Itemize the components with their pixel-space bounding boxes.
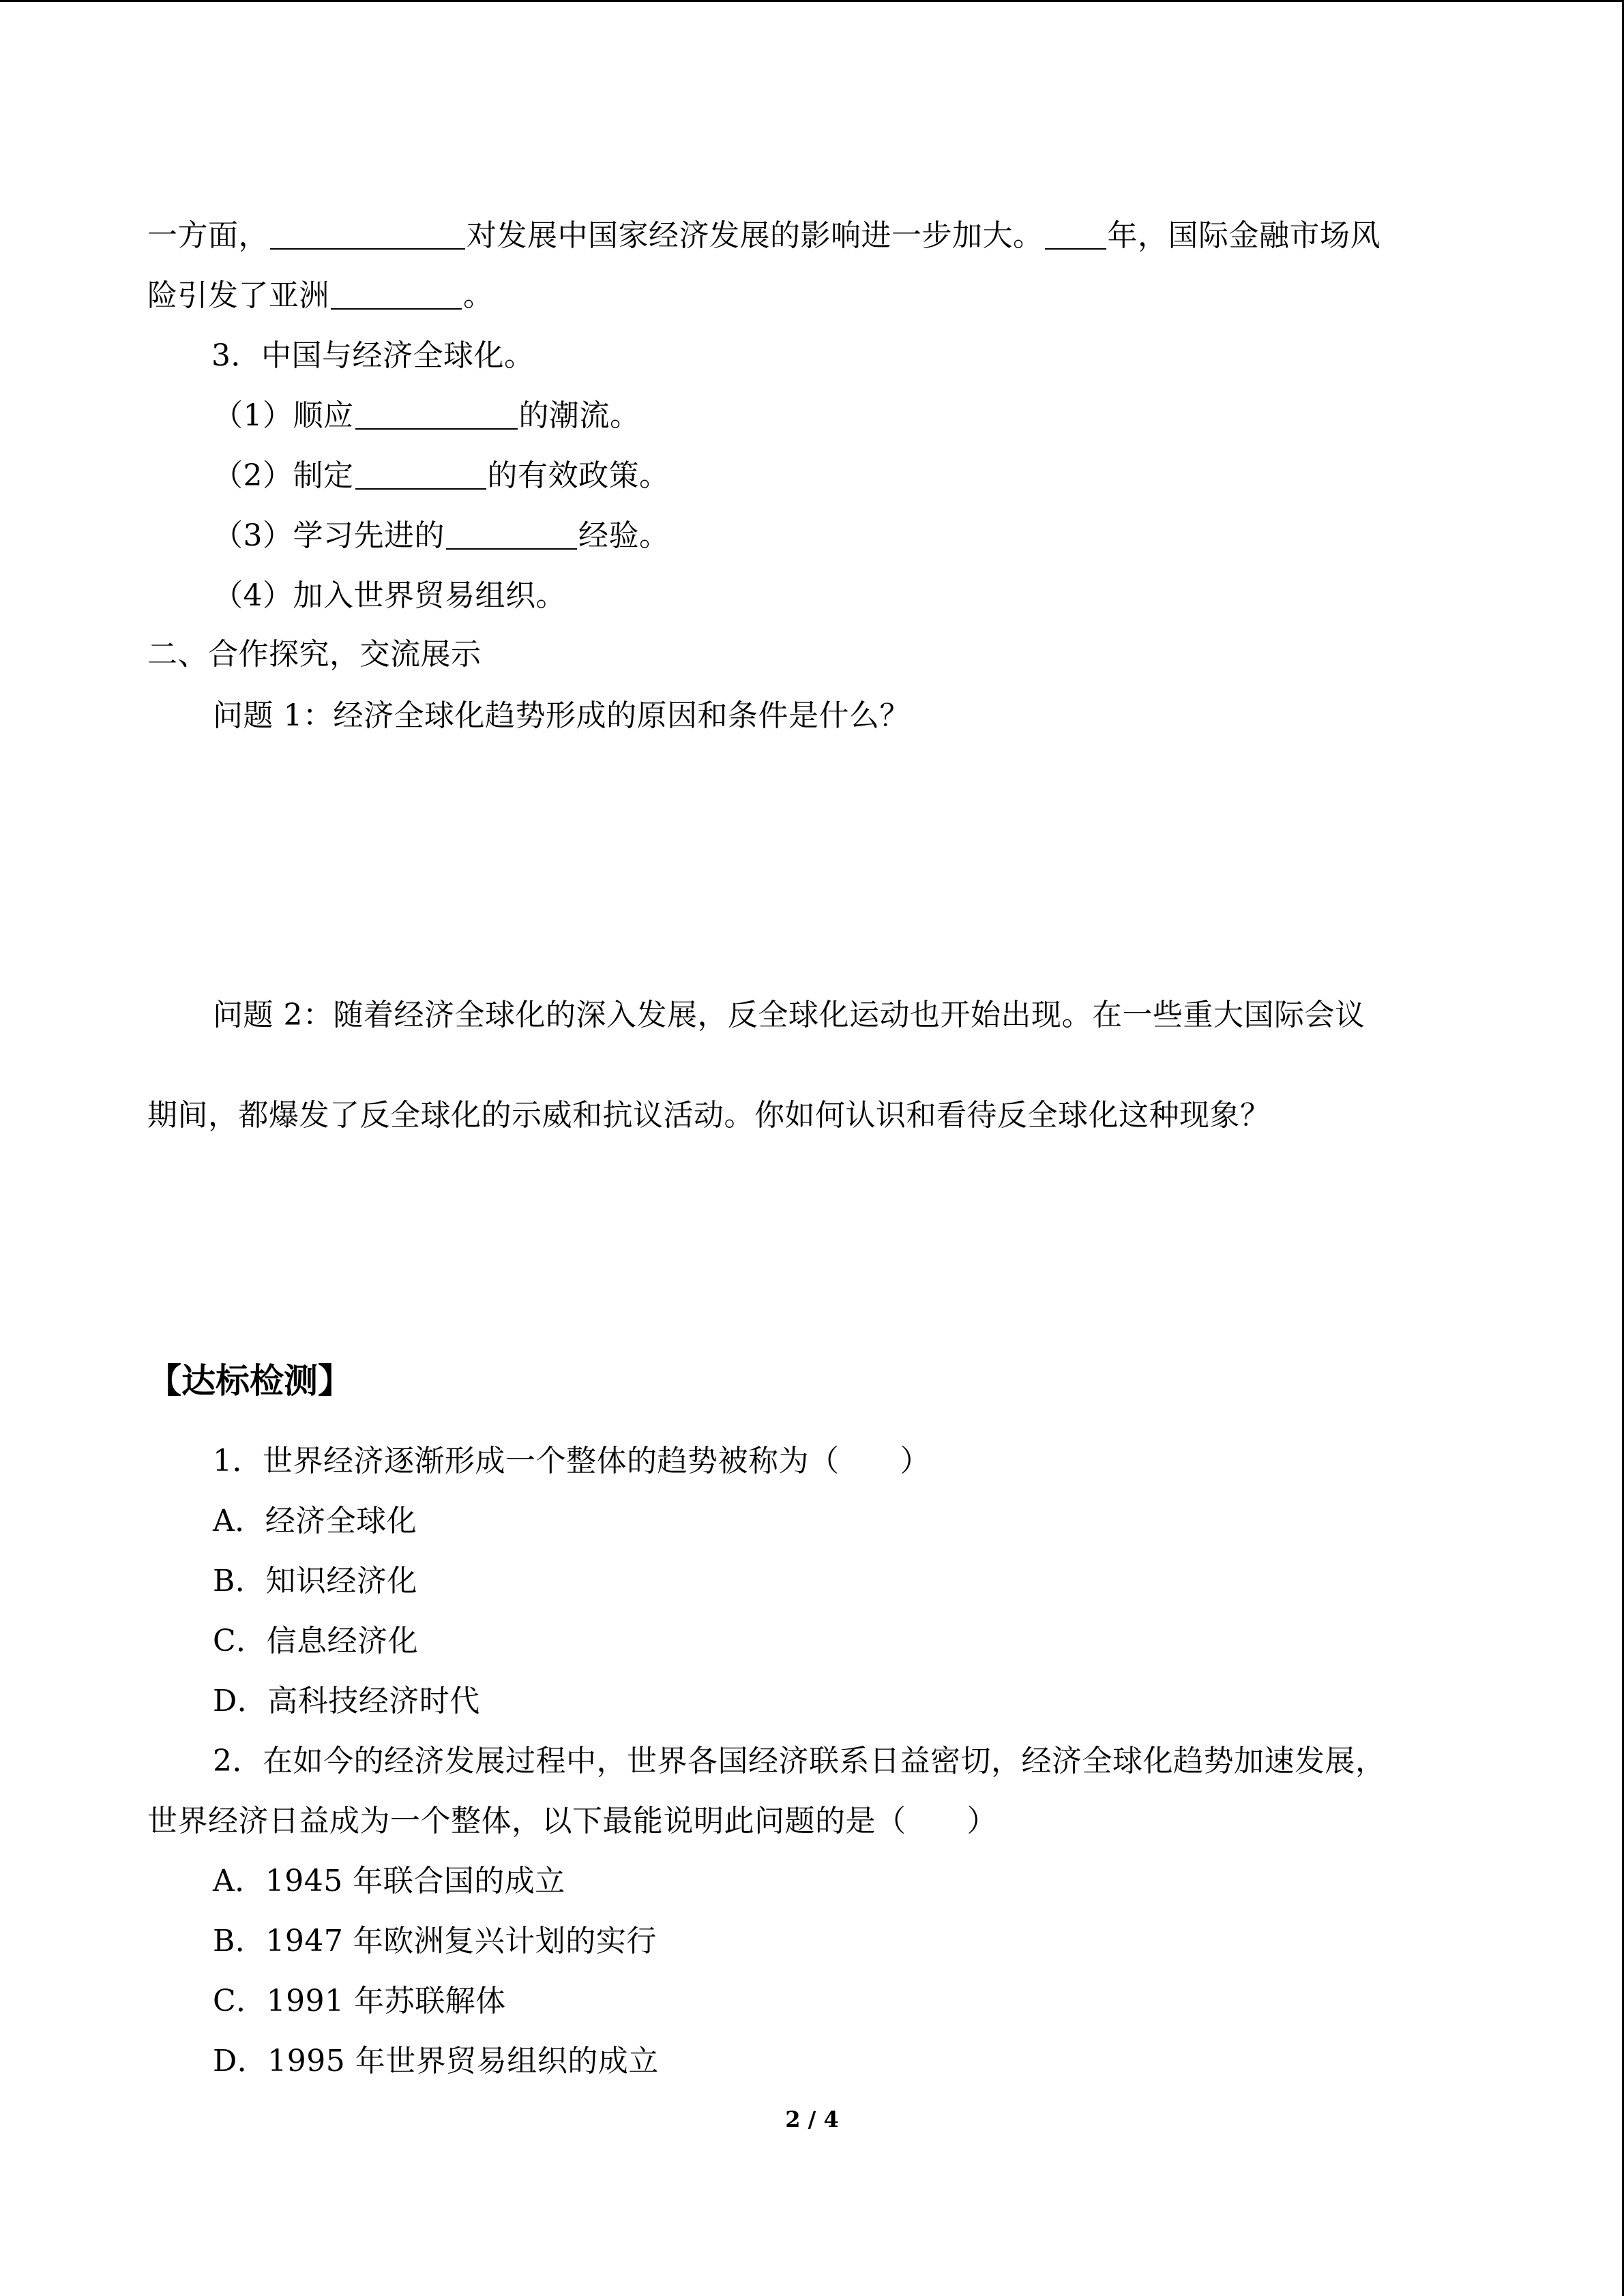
check-section-title: 【达标检测】 <box>147 1361 352 1401</box>
mc-1-stem: 1．世界经济逐渐形成一个整体的趋势被称为（ ） <box>213 1444 930 1478</box>
subitem-2 <box>213 451 670 501</box>
page-number: 2 / 4 <box>785 2106 839 2132</box>
mc-2-option-d[interactable]: D．1995 年世界贸易组织的成立 <box>213 2044 659 2078</box>
subitem-1-text-a: （1）顺应 <box>213 398 354 433</box>
subitem-4: （4）加入世界贸易组织。 <box>213 578 566 613</box>
item-3-title: 3．中国与经济全球化。 <box>211 338 535 373</box>
question-2-line-2: 期间，都爆发了反全球化的示威和抗议活动。你如何认识和看待反全球化这种现象？ <box>147 1098 1271 1133</box>
subitem-3-text-a: （3）学习先进的 <box>213 518 445 553</box>
subitem-3 <box>213 511 670 561</box>
fill-in-blank[interactable] <box>331 278 462 310</box>
fill-in-blank[interactable] <box>446 518 577 550</box>
paragraph-1-text-c: 年，国际金融市场风 <box>1107 218 1381 253</box>
fill-in-blank[interactable] <box>270 218 465 250</box>
paragraph-1-text-b: 对发展中国家经济发展的影响进一步加大。 <box>467 218 1044 253</box>
paragraph-1-text-e: 。 <box>463 278 494 313</box>
top-border-rule <box>0 0 1624 2</box>
subitem-2-text-b: 的有效政策。 <box>487 458 670 493</box>
fill-in-blank[interactable] <box>355 398 518 430</box>
paragraph-1-text-a: 一方面， <box>147 218 269 253</box>
paragraph-1-line-2 <box>147 271 494 321</box>
mc-1-option-b[interactable]: B．知识经济化 <box>213 1564 417 1598</box>
fill-in-blank[interactable] <box>1045 218 1106 250</box>
subitem-3-text-b: 经验。 <box>578 518 670 553</box>
mc-1-option-d[interactable]: D．高科技经济时代 <box>213 1684 480 1718</box>
subitem-1 <box>213 391 640 441</box>
subitem-2-text-a: （2）制定 <box>213 458 354 493</box>
fill-in-blank[interactable] <box>355 458 486 490</box>
section-2-title: 二、合作探究，交流展示 <box>147 637 482 672</box>
mc-1-option-a[interactable]: A．经济全球化 <box>213 1504 417 1538</box>
question-2-line-1: 问题 2：随着经济全球化的深入发展，反全球化运动也开始出现。在一些重大国际会议 <box>213 998 1365 1032</box>
mc-2-stem-line-2: 世界经济日益成为一个整体，以下最能说明此问题的是（ ） <box>147 1804 997 1838</box>
mc-2-option-a[interactable]: A．1945 年联合国的成立 <box>213 1864 565 1898</box>
mc-2-option-c[interactable]: C．1991 年苏联解体 <box>213 1984 506 2018</box>
mc-1-option-c[interactable]: C．信息经济化 <box>213 1624 419 1658</box>
paragraph-1-text-d: 险引发了亚洲 <box>147 278 329 313</box>
paragraph-1-line-1 <box>147 211 1381 261</box>
subitem-1-text-b: 的潮流。 <box>518 398 640 433</box>
mc-2-option-b[interactable]: B．1947 年欧洲复兴计划的实行 <box>213 1924 657 1958</box>
question-1: 问题 1：经济全球化趋势形成的原因和条件是什么？ <box>213 698 910 733</box>
mc-2-stem-line-1: 2．在如今的经济发展过程中，世界各国经济联系日益密切，经济全球化趋势加速发展， <box>213 1744 1386 1778</box>
